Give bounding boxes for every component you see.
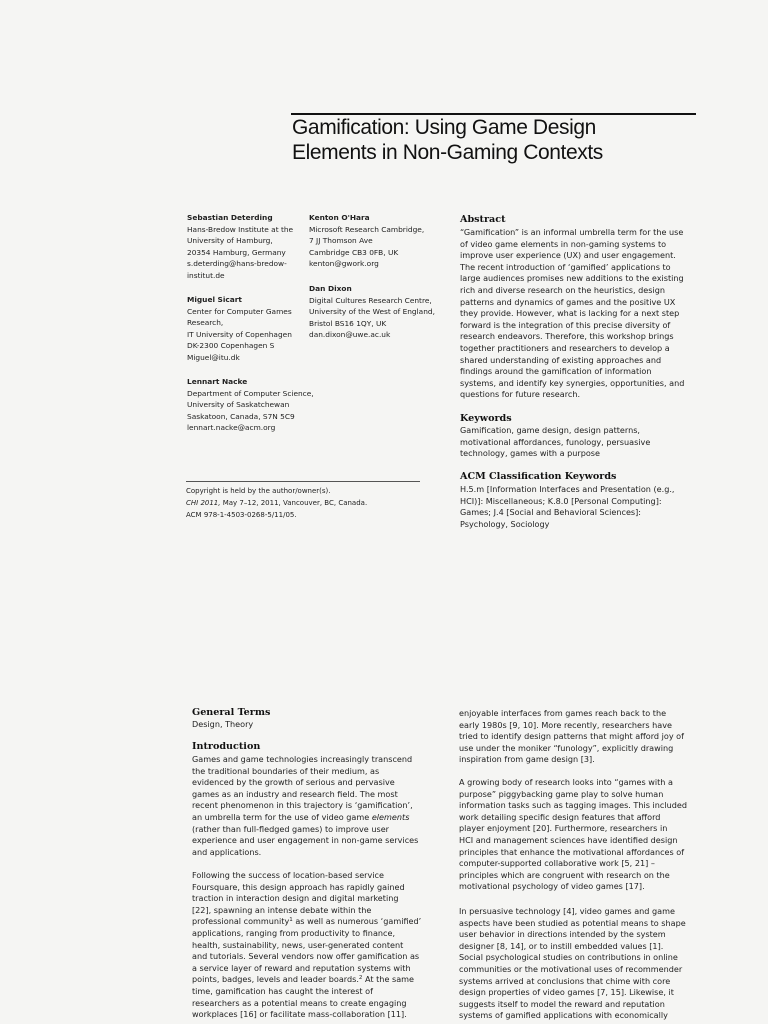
- author-affiliation: Hans-Bredow Institute at the: [187, 224, 294, 234]
- keywords-heading: Keywords: [460, 413, 512, 424]
- text-line: evidenced by the growth of serious and pervasive: [192, 777, 395, 788]
- text-line: technology, games with a purpose: [460, 448, 600, 459]
- author-email: institut.de: [187, 270, 225, 280]
- author-address: 20354 Hamburg, Germany: [187, 247, 286, 257]
- acm-keywords-heading: ACM Classification Keywords: [460, 471, 617, 482]
- text-line: HCI)]: Miscellaneous; K.8.0 [Personal Computing]:: [460, 495, 662, 506]
- text-line: systems arrived at conclusions that chime with core: [459, 975, 671, 986]
- body-paragraph: [459, 708, 684, 766]
- author-block: [187, 376, 317, 434]
- paper-title: [292, 115, 712, 165]
- text-line: questions for future research.: [460, 389, 581, 400]
- author-address: Cambridge CB3 0FB, UK: [309, 247, 399, 257]
- author-address: Saskatoon, Canada, S7N 5C9: [187, 411, 295, 421]
- text-line: experience and user engagement in non-game services: [192, 835, 419, 846]
- text-line: research endeavors. Therefore, this workshop brings: [460, 331, 674, 342]
- text-line: systems, and identify key synergies, opportunities, and: [460, 377, 685, 388]
- footnote-marker: 2: [358, 975, 363, 982]
- text-line: designer [8, 14], or to instill embedded values [1].: [459, 940, 664, 951]
- text-line: improve user experience (UX) and user engagement.: [460, 250, 676, 261]
- text-run: At the same: [362, 974, 415, 985]
- text-line: player enjoyment [20]. Furthermore, researchers in: [459, 823, 668, 834]
- text-line: principles which are congruent with research on the: [459, 869, 670, 880]
- text-line: “Gamification” is an informal umbrella term for the use: [460, 227, 684, 237]
- author-block: [187, 294, 317, 364]
- introduction-heading: Introduction: [192, 741, 261, 752]
- conference-name: CHI 2011,: [186, 499, 221, 507]
- title-line: Gamification: Using Game Design: [292, 116, 596, 139]
- general-terms-text: [192, 719, 253, 731]
- text-line: aspects have been studied as potential means to shape: [459, 917, 686, 928]
- text-line: systems of gamified applications with economically: [459, 1010, 668, 1021]
- author-address: DK-2300 Copenhagen S: [187, 341, 275, 351]
- author-affiliation: University of Hamburg,: [187, 236, 273, 246]
- text-line: suggests itself to model the reward and reputation: [459, 998, 665, 1009]
- author-affiliation: Microsoft Research Cambridge,: [309, 224, 425, 234]
- author-block: [309, 283, 439, 341]
- text-line: principles that enhance the motivational affordances of: [459, 846, 685, 857]
- text-line: the traditional boundaries of their medium, as: [192, 765, 380, 776]
- copyright-line: Copyright is held by the author/owner(s).: [186, 487, 331, 495]
- text-line: games as an industry and research field. The most: [192, 788, 398, 799]
- text-line: researchers as a potential means to create engaging: [192, 997, 407, 1008]
- author-email: s.deterding@hans-bredow-: [187, 259, 287, 269]
- text-line: purpose” piggybacking game play to solve human: [459, 788, 664, 799]
- text-line: rich and diverse research on the heuristics, design: [460, 284, 665, 295]
- text-run: an umbrella term for the use of video game: [192, 811, 372, 822]
- text-line: Gamification, game design, design patterns,: [460, 425, 641, 435]
- text-line: findings around the gamification of information: [460, 366, 652, 377]
- text-line: tried to identify design patterns that might afford joy of: [459, 731, 684, 742]
- author-block: [309, 212, 439, 270]
- author-address: Bristol BS16 1QY, UK: [309, 318, 387, 328]
- author-email: Miguel@itu.dk: [187, 352, 240, 362]
- copyright-rule: [186, 481, 420, 482]
- text-line: motivational psychology of video games [17].: [459, 881, 645, 892]
- author-email: dan.dixon@uwe.ac.uk: [309, 330, 391, 340]
- text-line: work detailing specific design features that afford: [459, 811, 661, 822]
- text-line: HCI and management sciences have identified design: [459, 834, 678, 845]
- author-name: Dan Dixon: [309, 284, 352, 293]
- abstract-heading: Abstract: [460, 214, 506, 225]
- text-run: as well as numerous ‘gamified’: [292, 916, 422, 927]
- text-line: In persuasive technology [4], video games and game: [459, 906, 675, 916]
- text-line: and tutorials. Several vendors now offer gamification as: [192, 951, 420, 962]
- text-line: traction in interaction design and digital marketing: [192, 893, 399, 904]
- text-line: they provide. However, what is lacking for a next step: [460, 308, 680, 319]
- copyright-notice: [186, 485, 426, 521]
- text-line: large audiences promises new additions to the existing: [460, 273, 684, 284]
- text-line: Following the success of location-based service: [192, 870, 384, 880]
- text-line: early 1980s [9, 10]. More recently, researchers have: [459, 719, 672, 730]
- text-line: health, sustainability, news, user-generated content: [192, 939, 404, 950]
- author-address: 7 JJ Thomson Ave: [309, 236, 373, 246]
- author-affiliation: University of Saskatchewan: [187, 400, 290, 410]
- abstract-text: [460, 227, 684, 401]
- copyright-line: [186, 497, 426, 509]
- author-affiliation: University of the West of England,: [309, 307, 435, 317]
- text-line: computer-supported collaborative work [5, 21] –: [459, 858, 655, 869]
- text-line: design properties of video games [7, 15]. Likewise, it: [459, 987, 674, 998]
- text-line: [22], spawning an intense debate within the: [192, 904, 372, 915]
- text-line: A growing body of research looks into “games with a: [459, 777, 673, 787]
- author-name: Miguel Sicart: [187, 295, 242, 304]
- text-line: applications, ranging from productivity to finance,: [192, 927, 396, 938]
- text-line: The recent introduction of ‘gamified’ applications to: [460, 261, 671, 272]
- author-affiliation: IT University of Copenhagen: [187, 329, 292, 339]
- author-affiliation: Department of Computer Science,: [187, 388, 314, 398]
- acm-keywords-text: [460, 484, 675, 530]
- author-email: kenton@gwork.org: [309, 259, 379, 269]
- text-line: communities or the motivational uses of recommender: [459, 963, 683, 974]
- copyright-line: ACM 978-1-4503-0268-5/11/05.: [186, 511, 297, 519]
- author-name: Sebastian Deterding: [187, 213, 273, 222]
- text-line: of video game elements in non-gaming systems to: [460, 238, 667, 249]
- text-run: points, badges, levels and leader boards.: [192, 974, 359, 985]
- text-line: (rather than full-fledged games) to improve user: [192, 823, 390, 834]
- text-line: Foursquare, this design approach has rapidly gained: [192, 881, 405, 892]
- text-line: forward is the integration of this precise diversity of: [460, 319, 671, 330]
- introduction-paragraph-1: [192, 754, 418, 858]
- text-line: inspiration from game design [3].: [459, 754, 595, 765]
- emphasis: elements: [371, 811, 410, 822]
- text-line: Social psychological studies on contributions in online: [459, 952, 678, 963]
- text-line: [192, 974, 421, 986]
- text-line: [192, 916, 421, 928]
- author-affiliation: Center for Computer Games: [187, 306, 292, 316]
- text-line: patterns and dynamics of games and the positive UX: [460, 296, 676, 307]
- text-line: Psychology, Sociology: [460, 518, 550, 529]
- text-line: information tasks such as tagging images. This included: [459, 800, 688, 811]
- text-line: [192, 812, 418, 824]
- general-terms-heading: General Terms: [192, 707, 271, 718]
- body-paragraph: [459, 906, 686, 1022]
- text-line: time, gamification has caught the interest of: [192, 985, 373, 996]
- text-line: recent phenomenon in this trajectory is ‘gamification’,: [192, 800, 413, 811]
- text-line: a service layer of reward and reputation systems with: [192, 962, 411, 973]
- general-terms-line: Design, Theory: [192, 719, 254, 729]
- keywords-text: [460, 425, 650, 460]
- text-line: Games and game technologies increasingly transcend: [192, 754, 413, 764]
- body-paragraph: [459, 777, 687, 893]
- text-line: user behavior in directions intended by the system: [459, 929, 666, 940]
- author-email: lennart.nacke@acm.org: [187, 423, 276, 433]
- footnote-marker: 1: [289, 917, 293, 924]
- text-line: together practitioners and researchers to develop a: [460, 342, 670, 353]
- text-line: motivational affordances, funology, persuasive: [460, 436, 651, 447]
- author-block: [187, 212, 317, 282]
- introduction-paragraph-2: [192, 870, 421, 1021]
- title-line: Elements in Non-Gaming Contexts: [292, 141, 603, 164]
- author-name: Lennart Nacke: [187, 377, 248, 386]
- author-affiliation: Digital Cultures Research Centre,: [309, 295, 432, 305]
- text-line: workplaces [16] or facilitate mass-collaboration [11].: [192, 1009, 407, 1020]
- text-line: Games; J.4 [Social and Behavioral Sciences]:: [460, 507, 642, 518]
- text-line: H.5.m [Information Interfaces and Presentation (e.g.,: [460, 484, 675, 494]
- text-line: enjoyable interfaces from games reach back to the: [459, 708, 667, 718]
- text-line: shared understanding of existing approaches and: [460, 354, 662, 365]
- conference-details: May 7–12, 2011, Vancouver, BC, Canada.: [220, 499, 368, 507]
- author-affiliation: Research,: [187, 318, 224, 328]
- author-name: Kenton O'Hara: [309, 213, 370, 222]
- text-line: and applications.: [192, 846, 262, 857]
- text-line: use under the moniker “funology”, explicitly drawing: [459, 742, 674, 753]
- text-run: professional community: [192, 916, 290, 927]
